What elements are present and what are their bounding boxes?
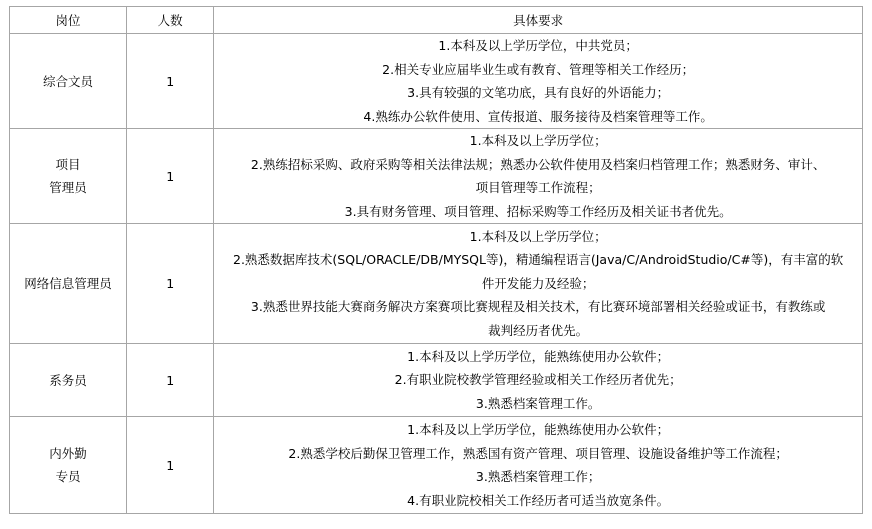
requirement-line: 2.有职业院校教学管理经验或相关工作经历者优先；: [394, 372, 682, 388]
requirement-line: 2.熟悉数据库技术(SQL/ORACLE/DB/MYSQL等)，精通编程语言(Java/C/AndroidStudio/C#等)，有丰富的软: [233, 252, 844, 268]
table-header-row: [10, 7, 863, 34]
post-name: 项目: [55, 157, 81, 172]
count-cell: 1: [127, 224, 214, 344]
post-name: 网络信息管理员: [24, 276, 112, 291]
post-name: 管理员: [49, 180, 87, 195]
post-cell: [10, 344, 127, 417]
requirement-line: 项目管理等工作流程；: [475, 180, 601, 195]
requirements-cell: [214, 344, 863, 417]
requirement-line: 2.相关专业应届毕业生或有教育、管理等相关工作经历；: [382, 61, 695, 77]
requirement-line: 1.本科及以上学历学位，能熟练使用办公软件；: [407, 348, 670, 364]
requirement-line: 3.熟悉世界技能大赛商务解决方案赛项比赛规程及相关技术，有比赛环境部署相关经验或证书，有教练或: [250, 299, 826, 315]
requirement-line: 2.熟悉学校后勤保卫管理工作，熟悉国有资产管理、项目管理、设施设备维护等工作流程；: [288, 445, 788, 461]
header-post: 岗位: [10, 7, 127, 34]
requirement-line: 1.本科及以上学历学位，能熟练使用办公软件；: [407, 422, 670, 437]
requirement-line: 3.熟悉档案管理工作。: [475, 395, 601, 411]
count-cell: 1: [127, 129, 214, 224]
count-cell: 1: [127, 417, 214, 514]
requirement-line: 4.有职业院校相关工作经历者可适当放宽条件。: [407, 492, 670, 508]
table-row: [10, 224, 863, 344]
header-requirements: 具体要求: [214, 7, 863, 34]
post-name: 专员: [55, 469, 81, 484]
requirement-line: 1.本科及以上学历学位；: [469, 133, 607, 148]
requirement-line: 2.熟练招标采购、政府采购等相关法律法规；熟悉办公软件使用及档案归档管理工作；熟悉财务、审计、: [250, 156, 826, 172]
table-row: [10, 417, 863, 514]
post-cell: [10, 224, 127, 344]
requirements-cell: [214, 224, 863, 344]
requirement-line: 3.具有财务管理、项目管理、招标采购等工作经历及相关证书者优先。: [344, 203, 732, 219]
requirement-line: 1.本科及以上学历学位；: [469, 228, 607, 244]
post-cell: [10, 129, 127, 224]
job-requirements-table: [9, 6, 863, 514]
requirement-line: 裁判经历者优先。: [488, 322, 589, 338]
requirements-cell: [214, 417, 863, 514]
requirement-line: 件开发能力及经验；: [481, 275, 595, 291]
requirement-line: 4.熟练办公软件使用、宣传报道、服务接待及档案管理等工作。: [363, 108, 713, 124]
requirement-line: 3.熟悉档案管理工作；: [475, 469, 601, 484]
count-cell: 1: [127, 344, 214, 417]
header-count: 人数: [127, 7, 214, 34]
requirements-cell: [214, 129, 863, 224]
requirements-cell: [214, 34, 863, 129]
requirement-line: 3.具有较强的文笔功底，具有良好的外语能力；: [407, 85, 670, 100]
table-row: [10, 34, 863, 129]
post-name: 综合文员: [43, 73, 94, 89]
table-row: [10, 129, 863, 224]
count-cell: 1: [127, 34, 214, 129]
post-cell: [10, 417, 127, 514]
post-cell: [10, 34, 127, 129]
post-name: 内外勤: [49, 446, 87, 461]
requirement-line: 1.本科及以上学历学位，中共党员；: [438, 38, 638, 53]
table-row: [10, 344, 863, 417]
post-name: 系务员: [49, 372, 87, 388]
